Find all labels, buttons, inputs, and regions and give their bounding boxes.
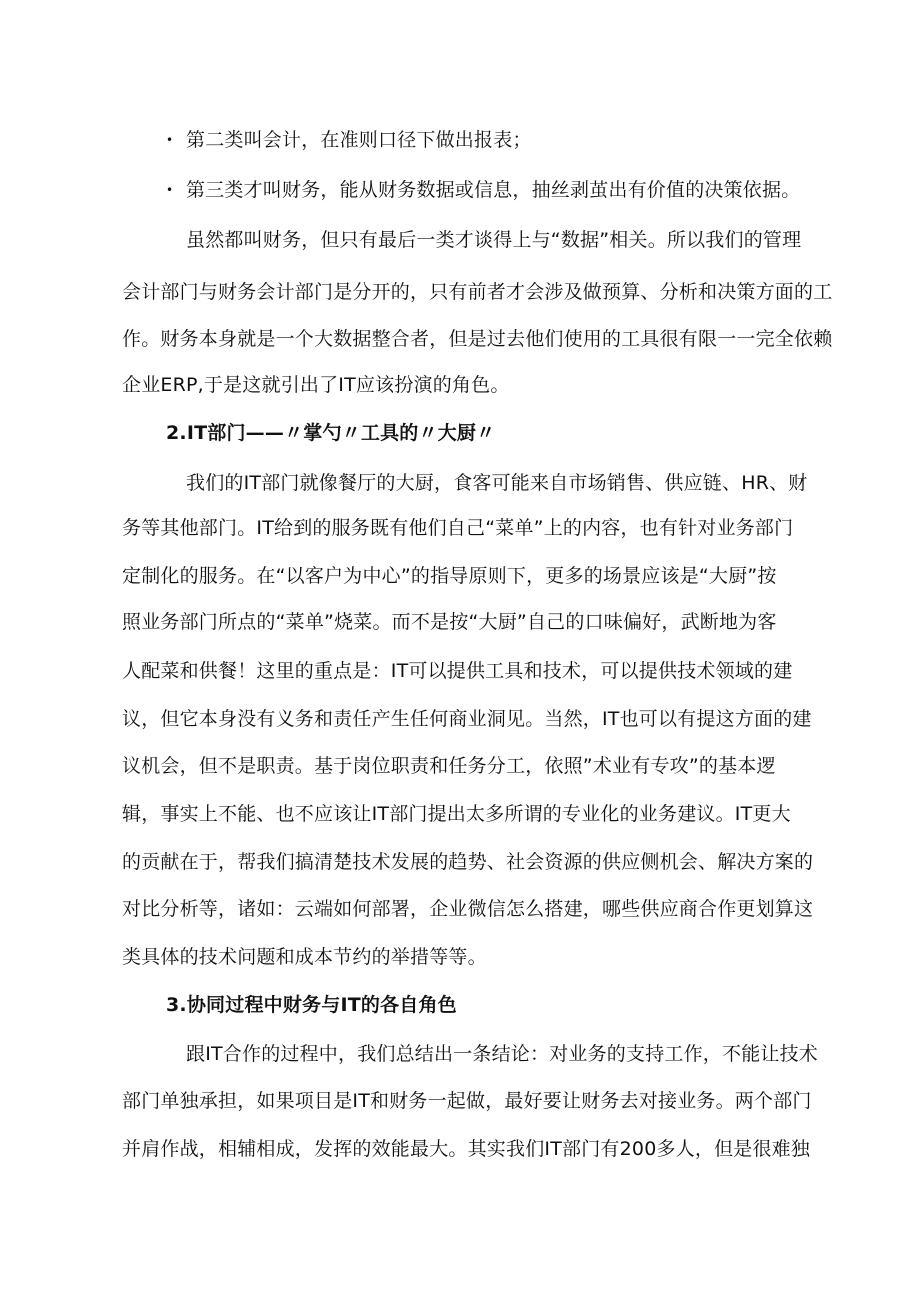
paragraph-line: 辑，事实上不能、也不应该让IT部门提出太多所谓的专业化的业务建议。IT更大 (122, 803, 791, 825)
section-heading: 2.IT部门——〃掌勺〃工具的〃大厨〃 (166, 422, 496, 444)
paragraph-line: 照业务部门所点的“菜单”烧菜。而不是按“大厨”自己的口味偏好，武断地为客 (122, 611, 777, 633)
paragraph-line: 并肩作战，相辅相成，发挥的效能最大。其实我们IT部门有200多人，但是很难独 (122, 1138, 811, 1160)
bullet-marker: • (166, 183, 174, 197)
paragraph-line: 议，但它本身没有义务和责任产生任何商业洞见。当然，IT也可以有提这方面的建 (122, 708, 812, 730)
paragraph-line: 作。财务本身就是一个大数据整合者，但是过去他们使用的工具很有限一一完全依赖 (122, 328, 833, 350)
paragraph-line: 虽然都叫财务，但只有最后一类才谈得上与“数据”相关。所以我们的管理 (186, 229, 802, 251)
bullet-item: 第三类才叫财务，能从财务数据或信息，抽丝剥茧出有价值的决策依据。 (186, 179, 801, 201)
section-heading: 3.协同过程中财务与IT的各自角色 (166, 994, 457, 1016)
paragraph-line: 跟IT合作的过程中，我们总结出一条结论：对业务的支持工作，不能让技术 (186, 1043, 819, 1065)
paragraph-line: 部门单独承担，如果项目是IT和财务一起做，最好要让财务去对接业务。两个部门 (122, 1090, 812, 1112)
paragraph-line: 类具体的技术问题和成本节约的举措等等。 (122, 946, 487, 968)
paragraph-line: 我们的IT部门就像餐厅的大厨，食客可能来自市场销售、供应链、HR、财 (186, 472, 808, 494)
bullet-marker: • (166, 133, 174, 147)
paragraph-line: 会计部门与财务会计部门是分开的，只有前者才会涉及做预算、分析和决策方面的工 (122, 281, 833, 303)
bullet-item: 第二类叫会计，在准则口径下做出报表； (186, 129, 532, 151)
paragraph-line: 务等其他部门。IT给到的服务既有他们自己“菜单”上的内容，也有针对业务部门 (122, 517, 794, 539)
paragraph-line: 议机会，但不是职责。基于岗位职责和任务分工，依照”术业有专攻”的基本逻 (122, 755, 776, 777)
paragraph-line: 企业ERP,于是这就引出了IT应该扮演的角色。 (122, 374, 510, 396)
paragraph-line: 定制化的服务。在“以客户为中心”的指导原则下，更多的场景应该是“大厨”按 (122, 565, 777, 587)
paragraph-line: 人配菜和供餐！这里的重点是：IT可以提供工具和技术，可以提供技术领域的建 (122, 660, 793, 682)
paragraph-line: 的贡献在于，帮我们搞清楚技术发展的趋势、社会资源的供应侧机会、解决方案的 (122, 851, 814, 873)
paragraph-line: 对比分析等，诸如：云端如何部署，企业微信怎么搭建，哪些供应商合作更划算这 (122, 898, 814, 920)
